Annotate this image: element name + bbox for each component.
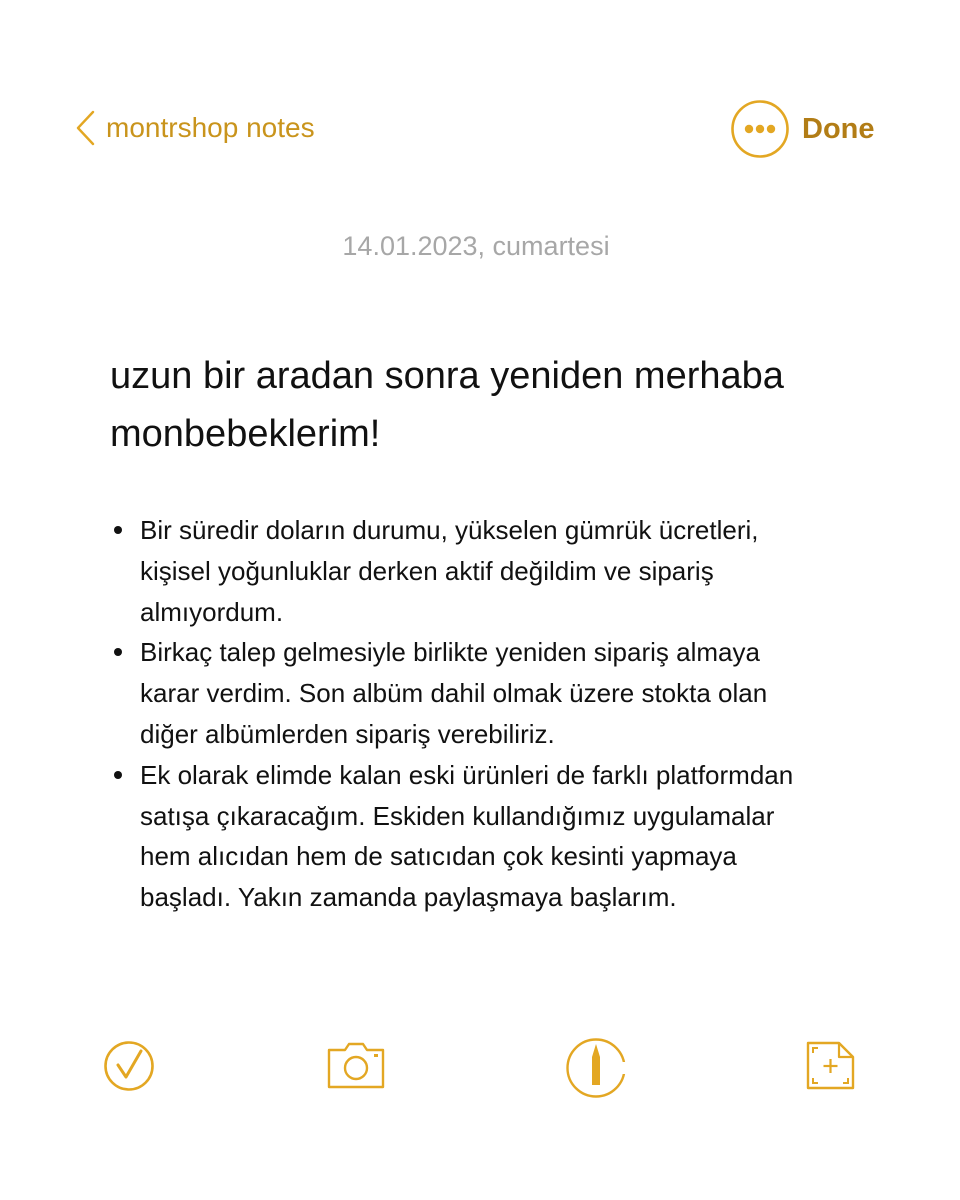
list-item	[140, 632, 820, 754]
back-button[interactable]	[74, 108, 315, 148]
bullet-icon	[114, 648, 122, 656]
bullet-icon	[114, 771, 122, 779]
compose-icon[interactable]	[805, 1040, 857, 1092]
camera-icon[interactable]	[326, 1041, 386, 1091]
list-item	[140, 755, 820, 918]
more-options-button[interactable]	[730, 99, 790, 159]
list-item-text: Ek olarak elimde kalan eski ürünleri de farklı platformdan satışa çıkaracağım. Eskiden kullandığımız uygulamalar hem alıcıdan hem de satıcıdan çok kesinti yapmaya başladı. Yakın zamanda paylaşmaya başlarım.	[140, 759, 794, 913]
list-item-text: Birkaç talep gelmesiyle birlikte yeniden sipariş almaya karar verdim. Son albüm dahil olmak üzere stokta olan diğer albümlerden sipariş verebiliriz.	[140, 637, 768, 749]
back-label: montrshop notes	[106, 112, 315, 143]
chevron-left-icon	[74, 108, 96, 148]
note-bullet-list	[140, 510, 820, 918]
list-item	[140, 510, 820, 632]
markup-pen-icon[interactable]	[565, 1037, 627, 1099]
ellipsis-circle-icon	[730, 99, 790, 159]
done-button[interactable]: Done	[802, 113, 875, 145]
bullet-icon	[114, 526, 122, 534]
note-title: uzun bir aradan sonra yeniden merhaba monbebeklerim!	[110, 355, 784, 455]
note-date: 14.01.2023, cumartesi	[342, 231, 610, 261]
list-item-text: Bir süredir doların durumu, yükselen gümrük ücretleri, kişisel yoğunluklar derken aktif değildim ve sipariş almıyordum.	[140, 515, 759, 627]
checklist-icon[interactable]	[103, 1040, 155, 1092]
